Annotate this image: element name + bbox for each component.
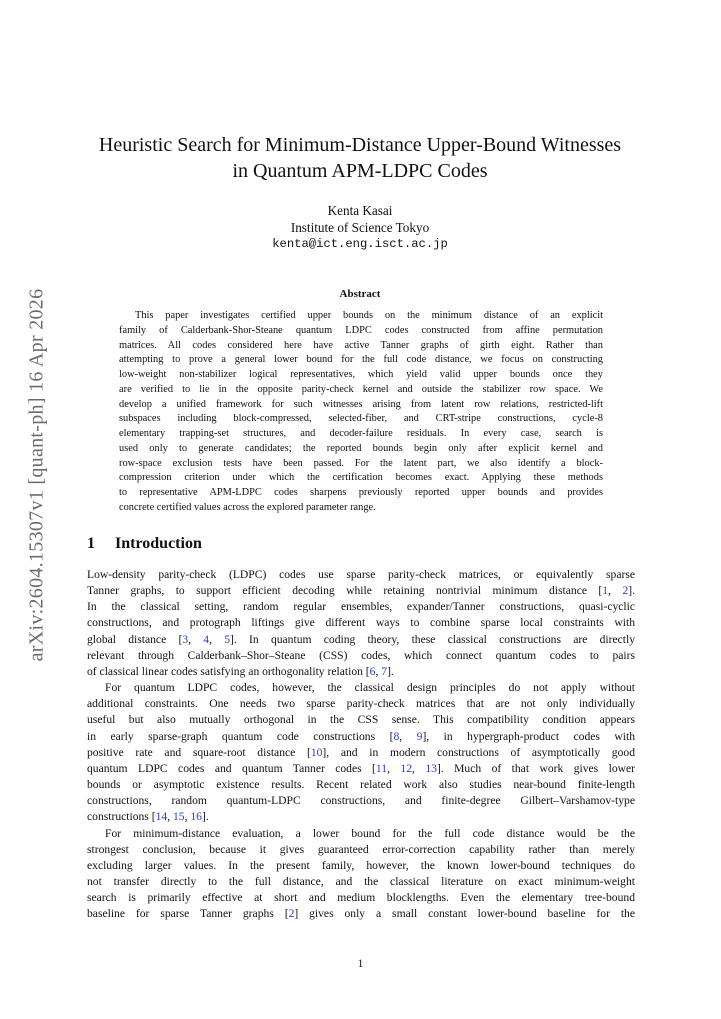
abstract-line: are verified to lie in the opposite parity-check kernel and outside the stabilizer row space. We <box>119 383 603 395</box>
body-line: For minimum-distance evaluation, a lower bound for the full code distance would be the <box>105 826 635 840</box>
body-line: of classical linear codes satisfying an orthogonality relation [6, 7]. <box>87 664 394 678</box>
citation-link[interactable]: 5 <box>224 632 231 646</box>
abstract-line: family of Calderbank-Shor-Steane quantum LDPC codes constructed from affine permutation <box>119 324 603 336</box>
body-line: additional constraints. One needs two sparse parity-check matrices that are not only individually <box>87 697 635 711</box>
body-line: For quantum LDPC codes, however, the classical design principles do not apply without <box>105 681 635 695</box>
citation-link[interactable]: 2 <box>288 907 295 921</box>
body-line: global distance [3, 4, 5]. In quantum coding theory, these classical constructions are directly <box>87 632 636 646</box>
author-name: Kenta Kasai <box>327 203 393 218</box>
citation-link[interactable]: 2 <box>622 584 629 598</box>
paper-title <box>70 132 650 184</box>
author-block <box>200 202 520 253</box>
abstract-line: used only to generate candidates; the reported bounds begin only after explicit kernel and <box>119 442 603 454</box>
body-line: Tanner graphs, to support efficient decoding while retaining nontrivial minimum distance [1, 2]. <box>87 584 635 598</box>
arxiv-identifier: arXiv:2604.15307v1 [quant-ph] 16 Apr 2026 <box>25 288 48 662</box>
body-line: positive rate and square-root distance [10], and in modern constructions of asymptotically good <box>87 745 635 759</box>
abstract-line: to representative APM-LDPC codes sharpens previously reported upper bounds and provides <box>119 487 603 498</box>
citation-link[interactable]: 13 <box>425 761 437 775</box>
citation-link[interactable]: 8 <box>393 729 400 743</box>
introduction-body <box>87 567 635 922</box>
page-number: 1 <box>357 958 364 970</box>
abstract-line: concrete certified values across the explored parameter range. <box>119 501 376 513</box>
author-email: kenta@ict.eng.isct.ac.jp <box>272 237 448 251</box>
author-affiliation: Institute of Science Tokyo <box>290 220 430 235</box>
title-line-2: in Quantum APM-LDPC Codes <box>232 160 488 182</box>
citation-link[interactable]: 16 <box>190 810 202 824</box>
citation-link[interactable]: 1 <box>602 584 609 598</box>
citation-link[interactable]: 12 <box>400 761 413 775</box>
section-number: 1 <box>87 535 95 552</box>
body-line: constructions, random quantum-LDPC constructions, and finite-degree Gilbert–Varshamov-type <box>87 794 635 808</box>
abstract-line: develop a unified framework for such witnesses arising from latent row relations, restricted-lift <box>119 398 603 410</box>
citation-link[interactable]: 4 <box>203 632 210 646</box>
body-line: in early sparse-graph quantum code constructions [8, 9], in hypergraph-product codes with <box>87 729 636 743</box>
abstract-line: compression criterion under which the certification becomes exact. Applying these methods <box>119 472 603 484</box>
abstract-line: This paper investigates certified upper bounds on the minimum distance of an explicit <box>135 310 603 321</box>
abstract-line: subspaces including block-compressed, selected-fiber, and CRT-stripe constructions, cycle-8 <box>119 413 603 425</box>
abstract-line: elementary trapping-set structures, and decoder-failure residuals. In every case, search is <box>119 428 603 439</box>
body-line: Low-density parity-check (LDPC) codes use sparse parity-check matrices, or equivalently sparse <box>87 568 635 581</box>
abstract-heading: Abstract <box>339 288 381 300</box>
citation-link[interactable]: 15 <box>172 810 185 824</box>
section-title: Introduction <box>115 535 202 552</box>
citation-link[interactable]: 10 <box>310 745 323 759</box>
body-line: baseline for sparse Tanner graphs [2] gives only a small constant lower-bound baseline for the <box>87 907 635 921</box>
body-line: constructions [14, 15, 16]. <box>87 810 209 824</box>
abstract-line: row-space exclusion tests have been passed. For the latent part, we also identify a block- <box>119 457 603 469</box>
body-line: useful but also mutually orthogonal in the CSS sense. This compatibility condition appears <box>87 713 635 727</box>
citation-link[interactable]: 14 <box>155 810 168 824</box>
abstract-line: low-weight non-stabilizer logical representatives, which yield valid upper bounds once they <box>119 369 603 380</box>
body-line: constructions, and protograph liftings give different ways to combine sparse local constraints with <box>87 616 635 630</box>
body-line: search is primarily effective at short and medium blocklengths. Even the elementary tree-bound <box>87 891 635 905</box>
body-line: excluding larger values. In the present family, however, the known lower-bound techniques do <box>87 858 635 872</box>
body-line: relevant through Calderbank–Shor–Steane (CSS) codes, which connect quantum codes to pairs <box>87 648 635 662</box>
body-line: strongest conclusion, because it gives guaranteed error-correction capability rather than merely <box>87 842 635 856</box>
body-line: bounds or asymptotic existence results. Recent related work also studies near-bound finite-length <box>87 778 635 792</box>
abstract-line: attempting to prove a general lower bound for the full code distance, we focus on constructing <box>119 354 603 366</box>
arxiv-identifier-stamp <box>22 276 52 674</box>
body-line: quantum LDPC codes and quantum Tanner codes [11, 12, 13]. Much of that work gives lower <box>87 761 636 775</box>
body-line: not transfer directly to the full distance, and the classical literature on exact minimum-weight <box>87 874 635 888</box>
citation-link[interactable]: 9 <box>416 729 423 743</box>
citation-link[interactable]: 11 <box>375 761 388 775</box>
section-heading <box>87 535 635 553</box>
citation-link[interactable]: 6 <box>369 664 376 678</box>
body-line: In the classical setting, random regular ensembles, expander/Tanner constructions, quasi-cyclic <box>87 600 635 614</box>
abstract-line: matrices. All codes considered here have active Tanner graphs of girth eight. Rather than <box>119 339 603 351</box>
citation-link[interactable]: 7 <box>381 664 388 678</box>
citation-link[interactable]: 3 <box>182 632 189 646</box>
abstract-text <box>119 309 603 516</box>
title-line-1: Heuristic Search for Minimum-Distance Upper-Bound Witnesses <box>98 134 622 156</box>
